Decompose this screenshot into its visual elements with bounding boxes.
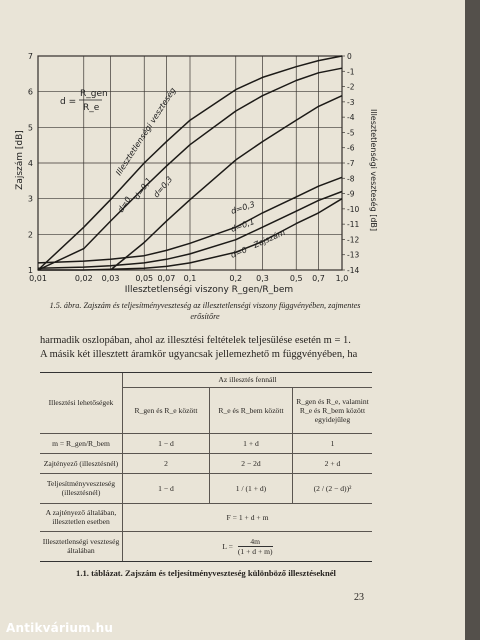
y-right-tick-label: -13: [347, 250, 360, 260]
row-cell: 1: [293, 433, 373, 453]
x-tick-label: 0,7: [312, 274, 325, 283]
figure-caption-label: 1.5. ábra.: [49, 301, 82, 310]
row-cell: 2: [123, 453, 210, 473]
x-tick-label: 0,1: [183, 274, 197, 283]
y-left-tick-label: 2: [27, 230, 33, 240]
y-axis-left-label: Zajszám [dB]: [15, 130, 25, 190]
y-left-tick-label: 7: [27, 52, 33, 61]
watermark: Antikvárium.hu: [6, 621, 114, 635]
row-cell: 2 + d: [293, 453, 373, 473]
row-label: Teljesítményveszteség (illesztésnél): [40, 473, 123, 503]
y-axis-right-label: Illesztetlenségi veszteség [dB]: [369, 108, 378, 232]
table-row: [40, 473, 372, 503]
y-right-tick-label: -9: [347, 189, 355, 199]
y-right-tick-label: -1: [347, 67, 355, 77]
y-left-tick-label: 6: [27, 87, 33, 97]
figure-chart: [0, 0, 465, 300]
x-tick-label: 0,5: [289, 274, 303, 283]
y-left-tick-label: 3: [27, 194, 33, 204]
body-text-line-1: harmadik oszlopában, ahol az illesztési feltételek teljesülése esetén m = 1.: [40, 335, 351, 346]
x-tick-label: 0,02: [74, 274, 93, 283]
x-tick-label: 0,2: [229, 274, 243, 283]
formula-denominator: R_e: [83, 103, 100, 113]
annotation-noise-title: Zajszám: [252, 227, 287, 250]
row-label: Illesztetlenségi veszteség általában: [40, 531, 123, 561]
y-right-tick-label: -2: [347, 82, 355, 92]
annotation-noise-d0: d=0: [229, 245, 249, 260]
y-right-tick-label: -11: [347, 220, 360, 230]
y-right-tick-label: -5: [347, 128, 355, 138]
formula-l-num: 4m: [238, 537, 273, 547]
y-right-tick-label: -12: [347, 235, 360, 245]
y-right-tick-label: -10: [347, 204, 360, 214]
book-edge: [465, 0, 480, 640]
y-right-tick-label: -14: [347, 266, 360, 275]
annotation-noise-d03: d=0,3: [229, 199, 256, 216]
y-right-tick-label: -7: [347, 159, 355, 168]
figure-caption: [40, 300, 370, 322]
formula-numerator: R_gen: [80, 89, 108, 99]
table-caption: 1.1. táblázat. Zajszám és teljesítményveszteség különböző illesztéseknél: [76, 568, 336, 578]
annotation-loss-d03: d=0,3: [151, 174, 175, 200]
table-row: [40, 433, 372, 453]
row-label: A zajtényező általában, illesztetlen esetben: [40, 503, 123, 531]
table-row: [40, 503, 372, 531]
row-label: Zajtényező (illesztésnél): [40, 453, 123, 473]
x-tick-label: 1,0: [335, 274, 349, 283]
x-axis-label: Illesztetlenségi viszony R_gen/R_bem: [124, 285, 294, 295]
row-merged-cell: [123, 531, 373, 561]
row-cell: 1 / (1 + d): [210, 473, 293, 503]
body-text-line-2: A másik két illesztett áramkör ugyancsak jellemezhető m függvényében, ha: [40, 349, 358, 360]
row-cell: 1 − d: [123, 473, 210, 503]
x-tick-label: 0,05: [135, 274, 154, 283]
formula-lhs: d =: [60, 97, 77, 107]
row-label: m = R_gen/R_bem: [40, 433, 123, 453]
row-cell: 1 − d: [123, 433, 210, 453]
y-right-tick-label: 0: [347, 52, 352, 61]
y-left-tick-label: 5: [27, 123, 33, 133]
formula-l-lhs: L =: [222, 541, 233, 551]
table-row: [40, 531, 372, 561]
annotation-loss-d01: d=0,1: [132, 175, 154, 202]
y-left-tick-label: 1: [27, 266, 33, 275]
y-right-tick-label: -8: [347, 174, 355, 184]
row-cell: (2 / (2 − d))²: [293, 473, 373, 503]
annotation-noise-d01: d=0,1: [229, 217, 256, 234]
annotation-loss-title: Illesztetlenségi veszteség: [114, 86, 178, 178]
page-number: 23: [354, 592, 364, 603]
row-cell: 1 + d: [210, 433, 293, 453]
chart-ticks: [28, 52, 360, 283]
x-tick-label: 0,07: [157, 274, 176, 283]
table-head-col-2: R_e és R_bem között: [210, 387, 293, 433]
row-cell: 2 − 2d: [210, 453, 293, 473]
noise-table: [40, 373, 372, 561]
formula-l-den: (1 + d + m): [237, 546, 273, 556]
table-head-left: Illesztési lehetőségek: [40, 373, 123, 433]
table-head-col-1: R_gen és R_e között: [123, 387, 210, 433]
figure-caption-text: Zajszám és teljesítményveszteség az illesztetlenségi viszony függvényében, zajmentes erősítőre: [83, 301, 361, 321]
table-row: [40, 453, 372, 473]
annotation-loss-d0: d=0: [116, 195, 133, 215]
data-table: [40, 372, 372, 562]
x-tick-label: 0,03: [101, 274, 120, 283]
y-right-tick-label: -4: [347, 113, 355, 123]
row-merged-cell: F = 1 + d + m: [123, 503, 373, 531]
x-tick-label: 0,3: [256, 274, 269, 283]
y-left-tick-label: 4: [27, 159, 33, 168]
table-head-col-3: R_gen és R_e, valamint R_e és R_bem között egyidejűleg: [293, 387, 373, 433]
x-tick-label: 0,01: [29, 274, 47, 283]
y-right-tick-label: -6: [347, 143, 355, 153]
table-head-group: Az illesztés fennáll: [123, 373, 373, 387]
y-right-tick-label: -3: [347, 97, 355, 107]
